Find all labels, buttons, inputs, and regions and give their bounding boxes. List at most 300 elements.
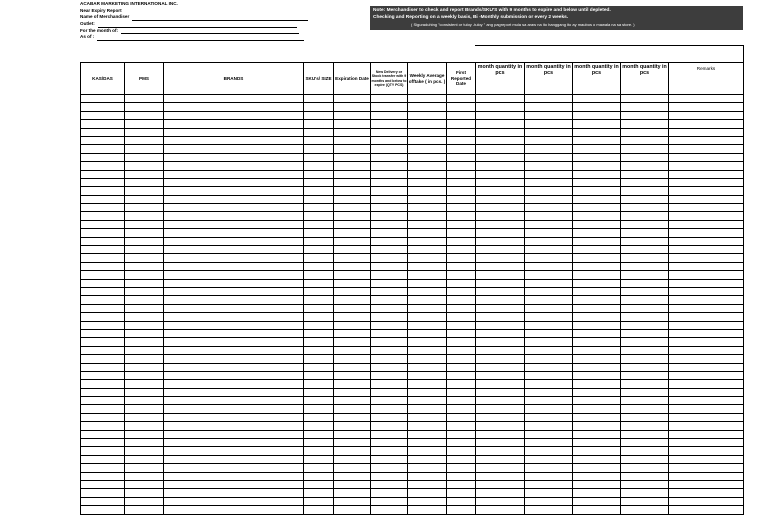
table-cell[interactable] — [573, 480, 621, 488]
table-cell[interactable] — [621, 371, 669, 379]
table-cell[interactable] — [81, 430, 125, 438]
table-cell[interactable] — [476, 103, 525, 111]
table-cell[interactable] — [408, 380, 447, 388]
table-cell[interactable] — [81, 254, 125, 262]
table-cell[interactable] — [125, 287, 164, 295]
table-cell[interactable] — [81, 229, 125, 237]
table-cell[interactable] — [371, 279, 408, 287]
table-cell[interactable] — [334, 254, 371, 262]
table-cell[interactable] — [334, 187, 371, 195]
table-cell[interactable] — [573, 195, 621, 203]
table-cell[interactable] — [573, 338, 621, 346]
table-cell[interactable] — [447, 279, 476, 287]
table-cell[interactable] — [476, 430, 525, 438]
table-cell[interactable] — [669, 455, 744, 463]
table-cell[interactable] — [164, 489, 304, 497]
table-cell[interactable] — [447, 262, 476, 270]
table-cell[interactable] — [621, 430, 669, 438]
table-cell[interactable] — [164, 145, 304, 153]
table-cell[interactable] — [669, 271, 744, 279]
table-cell[interactable] — [525, 346, 573, 354]
table-cell[interactable] — [573, 287, 621, 295]
table-cell[interactable] — [371, 321, 408, 329]
table-cell[interactable] — [573, 371, 621, 379]
table-cell[interactable] — [669, 212, 744, 220]
table-cell[interactable] — [164, 195, 304, 203]
table-cell[interactable] — [334, 103, 371, 111]
table-cell[interactable] — [573, 136, 621, 144]
table-cell[interactable] — [525, 497, 573, 505]
table-cell[interactable] — [573, 413, 621, 421]
table-cell[interactable] — [408, 439, 447, 447]
table-cell[interactable] — [334, 170, 371, 178]
table-cell[interactable] — [408, 111, 447, 119]
table-cell[interactable] — [304, 262, 334, 270]
table-cell[interactable] — [304, 405, 334, 413]
table-cell[interactable] — [476, 447, 525, 455]
table-cell[interactable] — [371, 464, 408, 472]
table-cell[interactable] — [125, 489, 164, 497]
table-cell[interactable] — [669, 397, 744, 405]
table-cell[interactable] — [304, 439, 334, 447]
table-cell[interactable] — [621, 246, 669, 254]
table-cell[interactable] — [525, 329, 573, 337]
table-cell[interactable] — [476, 489, 525, 497]
table-cell[interactable] — [408, 480, 447, 488]
table-cell[interactable] — [164, 246, 304, 254]
table-cell[interactable] — [476, 480, 525, 488]
table-cell[interactable] — [621, 271, 669, 279]
table-cell[interactable] — [621, 439, 669, 447]
table-cell[interactable] — [408, 170, 447, 178]
table-cell[interactable] — [573, 455, 621, 463]
table-cell[interactable] — [334, 506, 371, 514]
table-cell[interactable] — [525, 455, 573, 463]
table-cell[interactable] — [573, 447, 621, 455]
table-cell[interactable] — [164, 439, 304, 447]
table-cell[interactable] — [447, 355, 476, 363]
table-cell[interactable] — [669, 128, 744, 136]
table-cell[interactable] — [408, 346, 447, 354]
table-cell[interactable] — [81, 220, 125, 228]
table-cell[interactable] — [669, 103, 744, 111]
table-cell[interactable] — [476, 128, 525, 136]
table-cell[interactable] — [476, 271, 525, 279]
table-cell[interactable] — [164, 279, 304, 287]
table-cell[interactable] — [125, 455, 164, 463]
table-cell[interactable] — [447, 111, 476, 119]
table-cell[interactable] — [304, 329, 334, 337]
table-cell[interactable] — [408, 405, 447, 413]
table-cell[interactable] — [447, 497, 476, 505]
table-cell[interactable] — [573, 111, 621, 119]
table-cell[interactable] — [621, 304, 669, 312]
table-cell[interactable] — [573, 95, 621, 103]
table-cell[interactable] — [408, 153, 447, 161]
table-cell[interactable] — [304, 371, 334, 379]
table-cell[interactable] — [304, 145, 334, 153]
table-cell[interactable] — [334, 313, 371, 321]
table-cell[interactable] — [669, 220, 744, 228]
table-cell[interactable] — [476, 162, 525, 170]
table-cell[interactable] — [476, 262, 525, 270]
table-cell[interactable] — [476, 405, 525, 413]
table-cell[interactable] — [447, 296, 476, 304]
table-cell[interactable] — [371, 304, 408, 312]
table-cell[interactable] — [81, 355, 125, 363]
table-cell[interactable] — [525, 246, 573, 254]
table-cell[interactable] — [304, 120, 334, 128]
table-cell[interactable] — [164, 262, 304, 270]
table-cell[interactable] — [371, 313, 408, 321]
table-cell[interactable] — [304, 229, 334, 237]
table-cell[interactable] — [334, 128, 371, 136]
table-cell[interactable] — [371, 204, 408, 212]
table-cell[interactable] — [125, 363, 164, 371]
table-cell[interactable] — [125, 246, 164, 254]
table-cell[interactable] — [447, 346, 476, 354]
table-cell[interactable] — [621, 363, 669, 371]
table-cell[interactable] — [669, 388, 744, 396]
table-cell[interactable] — [525, 371, 573, 379]
table-cell[interactable] — [81, 296, 125, 304]
table-cell[interactable] — [371, 95, 408, 103]
table-cell[interactable] — [447, 103, 476, 111]
table-cell[interactable] — [334, 204, 371, 212]
table-cell[interactable] — [573, 321, 621, 329]
table-cell[interactable] — [669, 279, 744, 287]
table-cell[interactable] — [573, 120, 621, 128]
table-cell[interactable] — [125, 388, 164, 396]
table-cell[interactable] — [476, 329, 525, 337]
table-cell[interactable] — [304, 480, 334, 488]
table-cell[interactable] — [573, 246, 621, 254]
table-cell[interactable] — [371, 430, 408, 438]
table-cell[interactable] — [525, 271, 573, 279]
table-cell[interactable] — [447, 120, 476, 128]
table-cell[interactable] — [525, 355, 573, 363]
table-cell[interactable] — [125, 153, 164, 161]
table-cell[interactable] — [125, 413, 164, 421]
table-cell[interactable] — [525, 254, 573, 262]
table-cell[interactable] — [334, 153, 371, 161]
table-cell[interactable] — [125, 237, 164, 245]
table-cell[interactable] — [81, 321, 125, 329]
table-cell[interactable] — [304, 95, 334, 103]
table-cell[interactable] — [573, 363, 621, 371]
merchandiser-field[interactable]: Name of Merchandiser — [80, 14, 308, 21]
table-cell[interactable] — [125, 422, 164, 430]
table-cell[interactable] — [573, 355, 621, 363]
table-cell[interactable] — [447, 195, 476, 203]
table-cell[interactable] — [669, 506, 744, 514]
table-cell[interactable] — [334, 439, 371, 447]
table-cell[interactable] — [334, 220, 371, 228]
table-cell[interactable] — [125, 313, 164, 321]
table-cell[interactable] — [669, 170, 744, 178]
table-cell[interactable] — [525, 413, 573, 421]
table-cell[interactable] — [525, 380, 573, 388]
table-cell[interactable] — [371, 397, 408, 405]
table-cell[interactable] — [408, 246, 447, 254]
merchandiser-line[interactable] — [132, 15, 308, 21]
table-cell[interactable] — [621, 405, 669, 413]
table-cell[interactable] — [304, 212, 334, 220]
table-cell[interactable] — [408, 128, 447, 136]
table-cell[interactable] — [447, 254, 476, 262]
table-cell[interactable] — [164, 128, 304, 136]
table-cell[interactable] — [164, 187, 304, 195]
table-cell[interactable] — [164, 212, 304, 220]
table-cell[interactable] — [447, 246, 476, 254]
table-cell[interactable] — [476, 506, 525, 514]
table-cell[interactable] — [371, 229, 408, 237]
table-cell[interactable] — [447, 187, 476, 195]
table-cell[interactable] — [334, 262, 371, 270]
table-cell[interactable] — [81, 338, 125, 346]
table-cell[interactable] — [447, 153, 476, 161]
table-cell[interactable] — [304, 363, 334, 371]
table-cell[interactable] — [621, 187, 669, 195]
table-cell[interactable] — [447, 388, 476, 396]
table-cell[interactable] — [304, 271, 334, 279]
table-cell[interactable] — [476, 204, 525, 212]
table-cell[interactable] — [573, 279, 621, 287]
table-cell[interactable] — [525, 313, 573, 321]
table-cell[interactable] — [447, 363, 476, 371]
table-cell[interactable] — [408, 455, 447, 463]
table-cell[interactable] — [408, 254, 447, 262]
table-cell[interactable] — [447, 480, 476, 488]
table-cell[interactable] — [371, 480, 408, 488]
table-cell[interactable] — [125, 162, 164, 170]
outlet-field[interactable]: Outlet: — [80, 21, 308, 28]
table-cell[interactable] — [669, 287, 744, 295]
table-cell[interactable] — [408, 329, 447, 337]
table-cell[interactable] — [621, 472, 669, 480]
table-cell[interactable] — [408, 262, 447, 270]
table-cell[interactable] — [125, 111, 164, 119]
table-cell[interactable] — [334, 111, 371, 119]
table-cell[interactable] — [81, 371, 125, 379]
table-cell[interactable] — [164, 111, 304, 119]
table-cell[interactable] — [408, 178, 447, 186]
table-cell[interactable] — [447, 380, 476, 388]
table-cell[interactable] — [81, 480, 125, 488]
table-cell[interactable] — [408, 296, 447, 304]
table-cell[interactable] — [408, 472, 447, 480]
table-cell[interactable] — [371, 447, 408, 455]
table-cell[interactable] — [81, 111, 125, 119]
table-cell[interactable] — [525, 287, 573, 295]
table-cell[interactable] — [125, 397, 164, 405]
table-cell[interactable] — [621, 170, 669, 178]
table-cell[interactable] — [525, 304, 573, 312]
table-cell[interactable] — [476, 220, 525, 228]
table-cell[interactable] — [621, 145, 669, 153]
table-cell[interactable] — [334, 455, 371, 463]
table-cell[interactable] — [304, 136, 334, 144]
table-cell[interactable] — [81, 136, 125, 144]
table-cell[interactable] — [125, 380, 164, 388]
table-cell[interactable] — [621, 313, 669, 321]
table-cell[interactable] — [525, 162, 573, 170]
table-cell[interactable] — [81, 405, 125, 413]
table-cell[interactable] — [125, 447, 164, 455]
table-cell[interactable] — [304, 153, 334, 161]
table-cell[interactable] — [81, 447, 125, 455]
table-cell[interactable] — [621, 455, 669, 463]
table-cell[interactable] — [304, 178, 334, 186]
table-cell[interactable] — [125, 212, 164, 220]
table-cell[interactable] — [334, 145, 371, 153]
table-cell[interactable] — [125, 178, 164, 186]
table-cell[interactable] — [371, 380, 408, 388]
table-cell[interactable] — [573, 313, 621, 321]
table-cell[interactable] — [371, 363, 408, 371]
table-cell[interactable] — [573, 380, 621, 388]
table-cell[interactable] — [621, 153, 669, 161]
table-cell[interactable] — [476, 279, 525, 287]
table-cell[interactable] — [371, 439, 408, 447]
table-cell[interactable] — [371, 455, 408, 463]
table-cell[interactable] — [621, 120, 669, 128]
table-cell[interactable] — [476, 422, 525, 430]
table-cell[interactable] — [81, 329, 125, 337]
table-cell[interactable] — [525, 279, 573, 287]
table-cell[interactable] — [164, 506, 304, 514]
table-cell[interactable] — [447, 506, 476, 514]
table-cell[interactable] — [621, 506, 669, 514]
table-cell[interactable] — [447, 447, 476, 455]
table-cell[interactable] — [304, 254, 334, 262]
table-cell[interactable] — [669, 237, 744, 245]
table-cell[interactable] — [371, 388, 408, 396]
table-cell[interactable] — [334, 405, 371, 413]
table-cell[interactable] — [371, 212, 408, 220]
table-cell[interactable] — [476, 136, 525, 144]
table-cell[interactable] — [669, 447, 744, 455]
table-cell[interactable] — [573, 237, 621, 245]
table-cell[interactable] — [447, 162, 476, 170]
table-cell[interactable] — [304, 430, 334, 438]
table-cell[interactable] — [164, 430, 304, 438]
table-cell[interactable] — [476, 145, 525, 153]
table-cell[interactable] — [334, 120, 371, 128]
table-cell[interactable] — [573, 187, 621, 195]
table-cell[interactable] — [81, 262, 125, 270]
table-cell[interactable] — [164, 464, 304, 472]
table-cell[interactable] — [447, 287, 476, 295]
table-cell[interactable] — [334, 329, 371, 337]
table-cell[interactable] — [621, 464, 669, 472]
table-cell[interactable] — [447, 313, 476, 321]
table-cell[interactable] — [669, 346, 744, 354]
table-cell[interactable] — [125, 103, 164, 111]
table-cell[interactable] — [408, 489, 447, 497]
table-cell[interactable] — [81, 346, 125, 354]
table-cell[interactable] — [669, 262, 744, 270]
table-cell[interactable] — [573, 405, 621, 413]
table-cell[interactable] — [125, 296, 164, 304]
table-cell[interactable] — [621, 397, 669, 405]
table-cell[interactable] — [525, 472, 573, 480]
table-cell[interactable] — [525, 321, 573, 329]
table-cell[interactable] — [447, 170, 476, 178]
table-cell[interactable] — [304, 237, 334, 245]
table-cell[interactable] — [476, 338, 525, 346]
table-cell[interactable] — [573, 204, 621, 212]
table-cell[interactable] — [408, 388, 447, 396]
table-cell[interactable] — [476, 321, 525, 329]
table-cell[interactable] — [334, 287, 371, 295]
table-cell[interactable] — [81, 472, 125, 480]
table-cell[interactable] — [304, 321, 334, 329]
table-cell[interactable] — [476, 388, 525, 396]
table-cell[interactable] — [334, 338, 371, 346]
table-cell[interactable] — [573, 506, 621, 514]
table-cell[interactable] — [371, 145, 408, 153]
table-cell[interactable] — [447, 439, 476, 447]
table-cell[interactable] — [525, 229, 573, 237]
table-cell[interactable] — [125, 329, 164, 337]
table-cell[interactable] — [621, 195, 669, 203]
table-cell[interactable] — [304, 413, 334, 421]
table-cell[interactable] — [304, 455, 334, 463]
table-cell[interactable] — [573, 346, 621, 354]
table-cell[interactable] — [164, 397, 304, 405]
month-line[interactable] — [121, 28, 299, 34]
table-cell[interactable] — [334, 162, 371, 170]
table-cell[interactable] — [525, 128, 573, 136]
table-cell[interactable] — [164, 413, 304, 421]
table-cell[interactable] — [81, 212, 125, 220]
table-cell[interactable] — [371, 187, 408, 195]
table-cell[interactable] — [447, 472, 476, 480]
table-cell[interactable] — [164, 254, 304, 262]
table-cell[interactable] — [164, 355, 304, 363]
table-cell[interactable] — [371, 254, 408, 262]
table-cell[interactable] — [164, 178, 304, 186]
table-cell[interactable] — [447, 329, 476, 337]
table-cell[interactable] — [525, 405, 573, 413]
table-cell[interactable] — [304, 128, 334, 136]
table-cell[interactable] — [476, 287, 525, 295]
table-cell[interactable] — [164, 447, 304, 455]
table-cell[interactable] — [408, 497, 447, 505]
table-cell[interactable] — [334, 380, 371, 388]
table-cell[interactable] — [334, 195, 371, 203]
table-cell[interactable] — [573, 162, 621, 170]
table-cell[interactable] — [371, 489, 408, 497]
table-cell[interactable] — [525, 212, 573, 220]
table-cell[interactable] — [125, 279, 164, 287]
table-cell[interactable] — [447, 95, 476, 103]
table-cell[interactable] — [164, 153, 304, 161]
table-cell[interactable] — [81, 279, 125, 287]
table-cell[interactable] — [669, 380, 744, 388]
table-cell[interactable] — [371, 506, 408, 514]
table-cell[interactable] — [408, 338, 447, 346]
table-cell[interactable] — [164, 120, 304, 128]
table-cell[interactable] — [334, 246, 371, 254]
table-cell[interactable] — [125, 195, 164, 203]
table-cell[interactable] — [304, 380, 334, 388]
table-cell[interactable] — [371, 422, 408, 430]
table-cell[interactable] — [573, 229, 621, 237]
table-cell[interactable] — [447, 321, 476, 329]
table-cell[interactable] — [81, 397, 125, 405]
